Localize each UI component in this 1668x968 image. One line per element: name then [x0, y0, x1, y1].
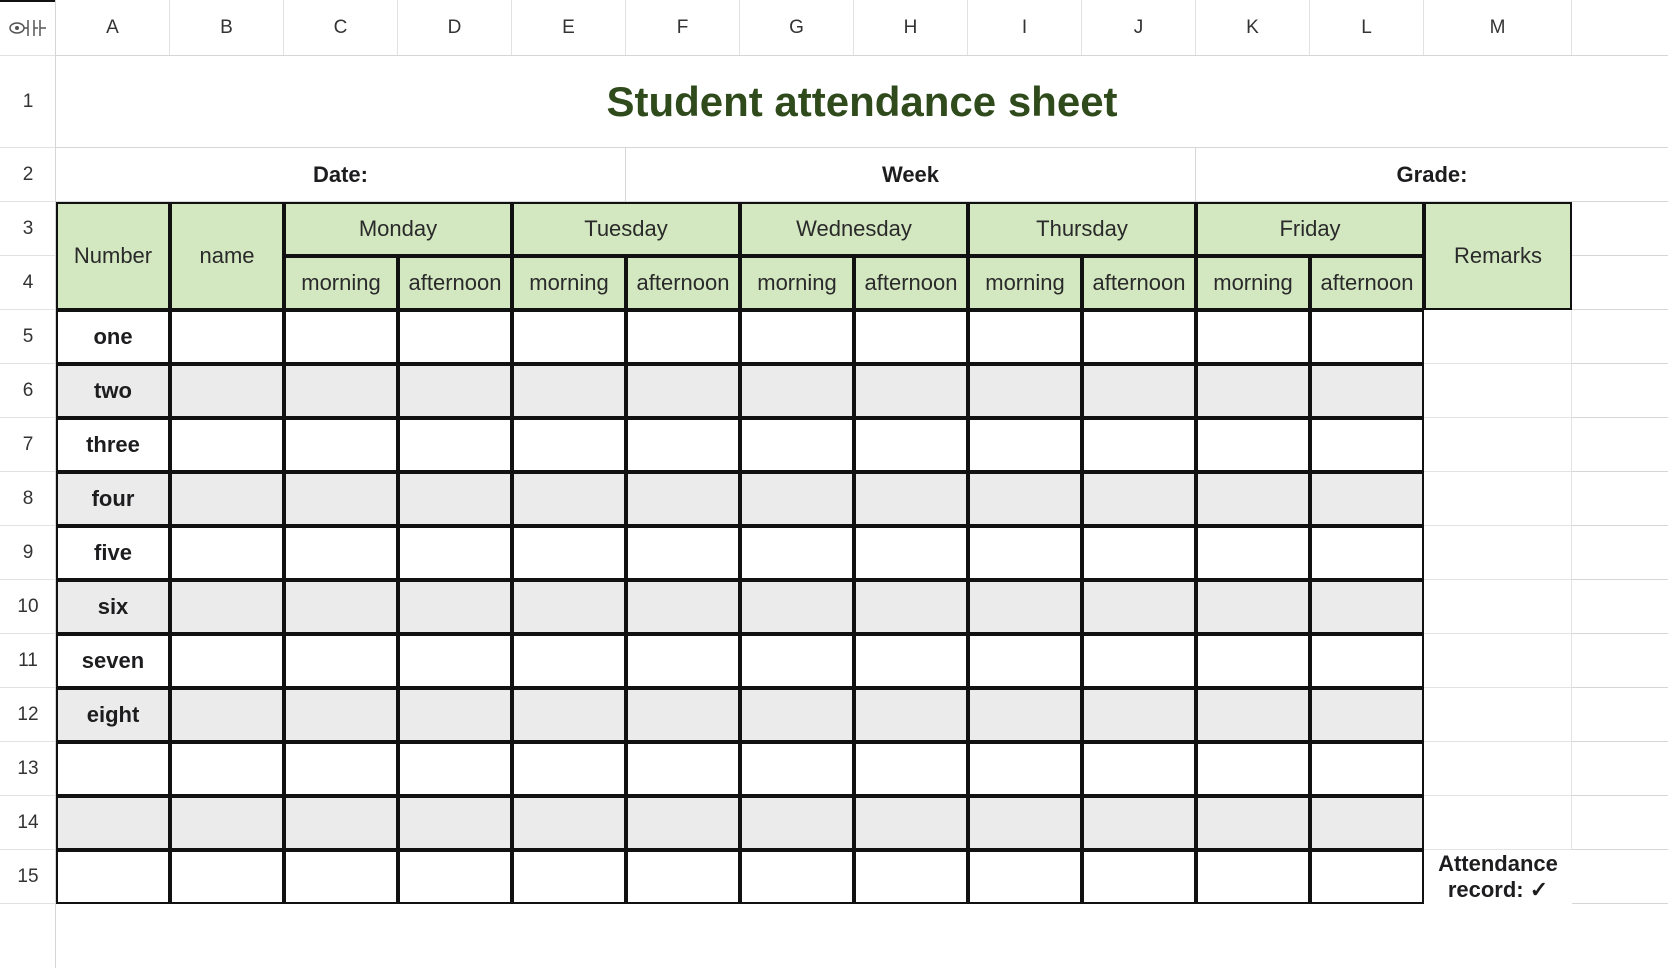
student-name-cell[interactable] [170, 742, 284, 796]
column-header-b[interactable]: B [170, 0, 284, 56]
attendance-cell[interactable] [740, 364, 854, 418]
attendance-cell[interactable] [740, 796, 854, 850]
attendance-cell[interactable] [1082, 742, 1196, 796]
afternoon-header[interactable]: afternoon [1082, 256, 1196, 310]
attendance-cell[interactable] [1082, 634, 1196, 688]
attendance-cell[interactable] [740, 418, 854, 472]
attendance-cell[interactable] [740, 580, 854, 634]
attendance-cell[interactable] [1082, 310, 1196, 364]
attendance-cell[interactable] [968, 472, 1082, 526]
attendance-cell[interactable] [284, 634, 398, 688]
attendance-cell[interactable] [1310, 418, 1424, 472]
remarks-cell[interactable] [1424, 310, 1572, 364]
row-header-11[interactable]: 11 [0, 634, 56, 688]
attendance-cell[interactable] [512, 580, 626, 634]
attendance-cell[interactable] [854, 418, 968, 472]
remarks-cell[interactable] [1424, 472, 1572, 526]
attendance-cell[interactable] [626, 634, 740, 688]
attendance-cell[interactable] [398, 634, 512, 688]
attendance-cell[interactable] [1310, 634, 1424, 688]
student-name-cell[interactable] [170, 850, 284, 904]
attendance-cell[interactable] [284, 526, 398, 580]
column-header-i[interactable]: I [968, 0, 1082, 56]
row-header-2[interactable]: 2 [0, 148, 56, 202]
student-number-cell[interactable]: five [56, 526, 170, 580]
attendance-cell[interactable] [1196, 418, 1310, 472]
attendance-cell[interactable] [1082, 472, 1196, 526]
morning-header[interactable]: morning [968, 256, 1082, 310]
attendance-cell[interactable] [284, 796, 398, 850]
attendance-cell[interactable] [398, 796, 512, 850]
student-number-cell[interactable]: four [56, 472, 170, 526]
attendance-cell[interactable] [1310, 472, 1424, 526]
student-name-cell[interactable] [170, 364, 284, 418]
morning-header[interactable]: morning [1196, 256, 1310, 310]
attendance-cell[interactable] [1082, 526, 1196, 580]
date-label[interactable]: Date: [56, 148, 626, 202]
attendance-cell[interactable] [626, 580, 740, 634]
attendance-cell[interactable] [512, 526, 626, 580]
attendance-cell[interactable] [968, 580, 1082, 634]
attendance-cell[interactable] [626, 472, 740, 526]
afternoon-header[interactable]: afternoon [626, 256, 740, 310]
attendance-cell[interactable] [740, 526, 854, 580]
column-header-f[interactable]: F [626, 0, 740, 56]
attendance-cell[interactable] [854, 310, 968, 364]
attendance-cell[interactable] [512, 634, 626, 688]
attendance-cell[interactable] [1310, 742, 1424, 796]
attendance-cell[interactable] [854, 850, 968, 904]
attendance-cell[interactable] [512, 796, 626, 850]
day-header-wednesday[interactable]: Wednesday [740, 202, 968, 256]
attendance-cell[interactable] [398, 418, 512, 472]
row-header-14[interactable]: 14 [0, 796, 56, 850]
attendance-cell[interactable] [398, 688, 512, 742]
student-name-cell[interactable] [170, 634, 284, 688]
column-header-k[interactable]: K [1196, 0, 1310, 56]
number-header[interactable]: Number [56, 202, 170, 310]
afternoon-header[interactable]: afternoon [854, 256, 968, 310]
attendance-cell[interactable] [968, 850, 1082, 904]
attendance-cell[interactable] [854, 472, 968, 526]
row-header-6[interactable]: 6 [0, 364, 56, 418]
attendance-cell[interactable] [284, 418, 398, 472]
attendance-cell[interactable] [1196, 310, 1310, 364]
attendance-cell[interactable] [740, 850, 854, 904]
row-header-4[interactable]: 4 [0, 256, 56, 310]
attendance-cell[interactable] [626, 310, 740, 364]
attendance-cell[interactable] [1310, 850, 1424, 904]
row-header-12[interactable]: 12 [0, 688, 56, 742]
attendance-cell[interactable] [284, 580, 398, 634]
morning-header[interactable]: morning [284, 256, 398, 310]
day-header-monday[interactable]: Monday [284, 202, 512, 256]
attendance-cell[interactable] [1196, 742, 1310, 796]
remarks-cell[interactable] [1424, 526, 1572, 580]
attendance-cell[interactable] [284, 688, 398, 742]
attendance-cell[interactable] [1196, 364, 1310, 418]
row-header-15[interactable]: 15 [0, 850, 56, 904]
student-name-cell[interactable] [170, 310, 284, 364]
attendance-cell[interactable] [1082, 850, 1196, 904]
attendance-cell[interactable] [1310, 688, 1424, 742]
attendance-cell[interactable] [512, 418, 626, 472]
morning-header[interactable]: morning [740, 256, 854, 310]
attendance-record-line1: Attendance [1438, 851, 1558, 876]
student-number-cell[interactable] [56, 796, 170, 850]
column-header-c[interactable]: C [284, 0, 398, 56]
day-header-friday[interactable]: Friday [1196, 202, 1424, 256]
freeze-panes-icon [8, 17, 48, 39]
attendance-cell[interactable] [398, 580, 512, 634]
row-header-13[interactable]: 13 [0, 742, 56, 796]
student-number-cell[interactable]: two [56, 364, 170, 418]
attendance-cell[interactable] [1196, 634, 1310, 688]
attendance-cell[interactable] [398, 472, 512, 526]
attendance-cell[interactable] [1196, 688, 1310, 742]
attendance-cell[interactable] [284, 310, 398, 364]
attendance-cell[interactable] [284, 364, 398, 418]
attendance-cell[interactable] [398, 310, 512, 364]
grade-label[interactable]: Grade: [1396, 162, 1468, 187]
attendance-cell[interactable] [854, 742, 968, 796]
attendance-cell[interactable] [1082, 364, 1196, 418]
attendance-cell[interactable] [740, 634, 854, 688]
attendance-cell[interactable] [968, 418, 1082, 472]
student-number-cell[interactable]: three [56, 418, 170, 472]
name-header[interactable]: name [170, 202, 284, 310]
attendance-cell[interactable] [1196, 472, 1310, 526]
student-name-cell[interactable] [170, 688, 284, 742]
week-label[interactable]: Week [626, 148, 1196, 202]
remarks-cell[interactable] [1424, 688, 1572, 742]
attendance-cell[interactable] [1082, 688, 1196, 742]
day-header-tuesday[interactable]: Tuesday [512, 202, 740, 256]
morning-header[interactable]: morning [512, 256, 626, 310]
attendance-cell[interactable] [740, 742, 854, 796]
attendance-cell[interactable] [968, 688, 1082, 742]
attendance-cell[interactable] [626, 526, 740, 580]
remarks-cell[interactable] [1424, 796, 1572, 850]
column-header-l[interactable]: L [1310, 0, 1424, 56]
attendance-cell[interactable] [968, 526, 1082, 580]
attendance-cell[interactable] [512, 850, 626, 904]
student-name-cell[interactable] [170, 418, 284, 472]
column-header-m[interactable]: M [1424, 0, 1572, 56]
student-number-cell[interactable]: six [56, 580, 170, 634]
attendance-cell[interactable] [1310, 580, 1424, 634]
attendance-record-note[interactable] [1424, 850, 1572, 904]
attendance-cell[interactable] [398, 850, 512, 904]
select-all-corner[interactable] [0, 0, 56, 56]
attendance-cell[interactable] [740, 472, 854, 526]
attendance-cell[interactable] [398, 742, 512, 796]
attendance-cell[interactable] [512, 310, 626, 364]
student-number-cell[interactable]: eight [56, 688, 170, 742]
attendance-cell[interactable] [626, 796, 740, 850]
column-header-a[interactable]: A [56, 0, 170, 56]
attendance-cell[interactable] [740, 310, 854, 364]
attendance-cell[interactable] [398, 526, 512, 580]
sheet-title[interactable]: Student attendance sheet [606, 78, 1118, 125]
attendance-cell[interactable] [968, 364, 1082, 418]
student-name-cell[interactable] [170, 580, 284, 634]
student-name-cell[interactable] [170, 526, 284, 580]
attendance-cell[interactable] [1310, 310, 1424, 364]
row-header-8[interactable]: 8 [0, 472, 56, 526]
attendance-cell[interactable] [1196, 850, 1310, 904]
remarks-cell[interactable] [1424, 634, 1572, 688]
student-number-cell[interactable] [56, 850, 170, 904]
column-header-g[interactable]: G [740, 0, 854, 56]
attendance-cell[interactable] [1196, 796, 1310, 850]
attendance-cell[interactable] [1310, 526, 1424, 580]
student-number-cell[interactable] [56, 742, 170, 796]
attendance-cell[interactable] [854, 364, 968, 418]
column-header-d[interactable]: D [398, 0, 512, 56]
attendance-cell[interactable] [968, 634, 1082, 688]
attendance-cell[interactable] [1082, 796, 1196, 850]
attendance-cell[interactable] [398, 364, 512, 418]
student-number-cell[interactable]: seven [56, 634, 170, 688]
row-header-3[interactable]: 3 [0, 202, 56, 256]
attendance-cell[interactable] [968, 310, 1082, 364]
attendance-cell[interactable] [512, 364, 626, 418]
column-header-h[interactable]: H [854, 0, 968, 56]
attendance-cell[interactable] [968, 742, 1082, 796]
attendance-cell[interactable] [512, 688, 626, 742]
remarks-cell[interactable] [1424, 580, 1572, 634]
remarks-cell[interactable] [1424, 742, 1572, 796]
student-name-cell[interactable] [170, 472, 284, 526]
attendance-cell[interactable] [626, 688, 740, 742]
attendance-record-line2: record: ✓ [1447, 877, 1549, 902]
remarks-cell[interactable] [1424, 364, 1572, 418]
attendance-cell[interactable] [1196, 580, 1310, 634]
row-header-9[interactable]: 9 [0, 526, 56, 580]
column-header-j[interactable]: J [1082, 0, 1196, 56]
row-header-10[interactable]: 10 [0, 580, 56, 634]
row-header-7[interactable]: 7 [0, 418, 56, 472]
attendance-cell[interactable] [626, 364, 740, 418]
attendance-cell[interactable] [1082, 418, 1196, 472]
attendance-cell[interactable] [854, 580, 968, 634]
row-header-5[interactable]: 5 [0, 310, 56, 364]
attendance-cell[interactable] [1310, 796, 1424, 850]
attendance-cell[interactable] [626, 418, 740, 472]
afternoon-header[interactable]: afternoon [1310, 256, 1424, 310]
attendance-cell[interactable] [1310, 364, 1424, 418]
student-name-cell[interactable] [170, 796, 284, 850]
attendance-cell[interactable] [512, 742, 626, 796]
remarks-cell[interactable] [1424, 418, 1572, 472]
attendance-cell[interactable] [284, 742, 398, 796]
attendance-cell[interactable] [284, 850, 398, 904]
attendance-cell[interactable] [740, 688, 854, 742]
attendance-cell[interactable] [1196, 526, 1310, 580]
row-header-1[interactable]: 1 [0, 56, 56, 148]
attendance-cell[interactable] [854, 526, 968, 580]
attendance-cell[interactable] [968, 796, 1082, 850]
attendance-cell[interactable] [1082, 580, 1196, 634]
student-number-cell[interactable]: one [56, 310, 170, 364]
attendance-cell[interactable] [626, 850, 740, 904]
attendance-cell[interactable] [854, 796, 968, 850]
remarks-header[interactable]: Remarks [1424, 202, 1572, 310]
attendance-cell[interactable] [854, 688, 968, 742]
column-header-e[interactable]: E [512, 0, 626, 56]
attendance-cell[interactable] [854, 634, 968, 688]
day-header-thursday[interactable]: Thursday [968, 202, 1196, 256]
attendance-cell[interactable] [284, 472, 398, 526]
afternoon-header[interactable]: afternoon [398, 256, 512, 310]
attendance-cell[interactable] [512, 472, 626, 526]
attendance-cell[interactable] [626, 742, 740, 796]
